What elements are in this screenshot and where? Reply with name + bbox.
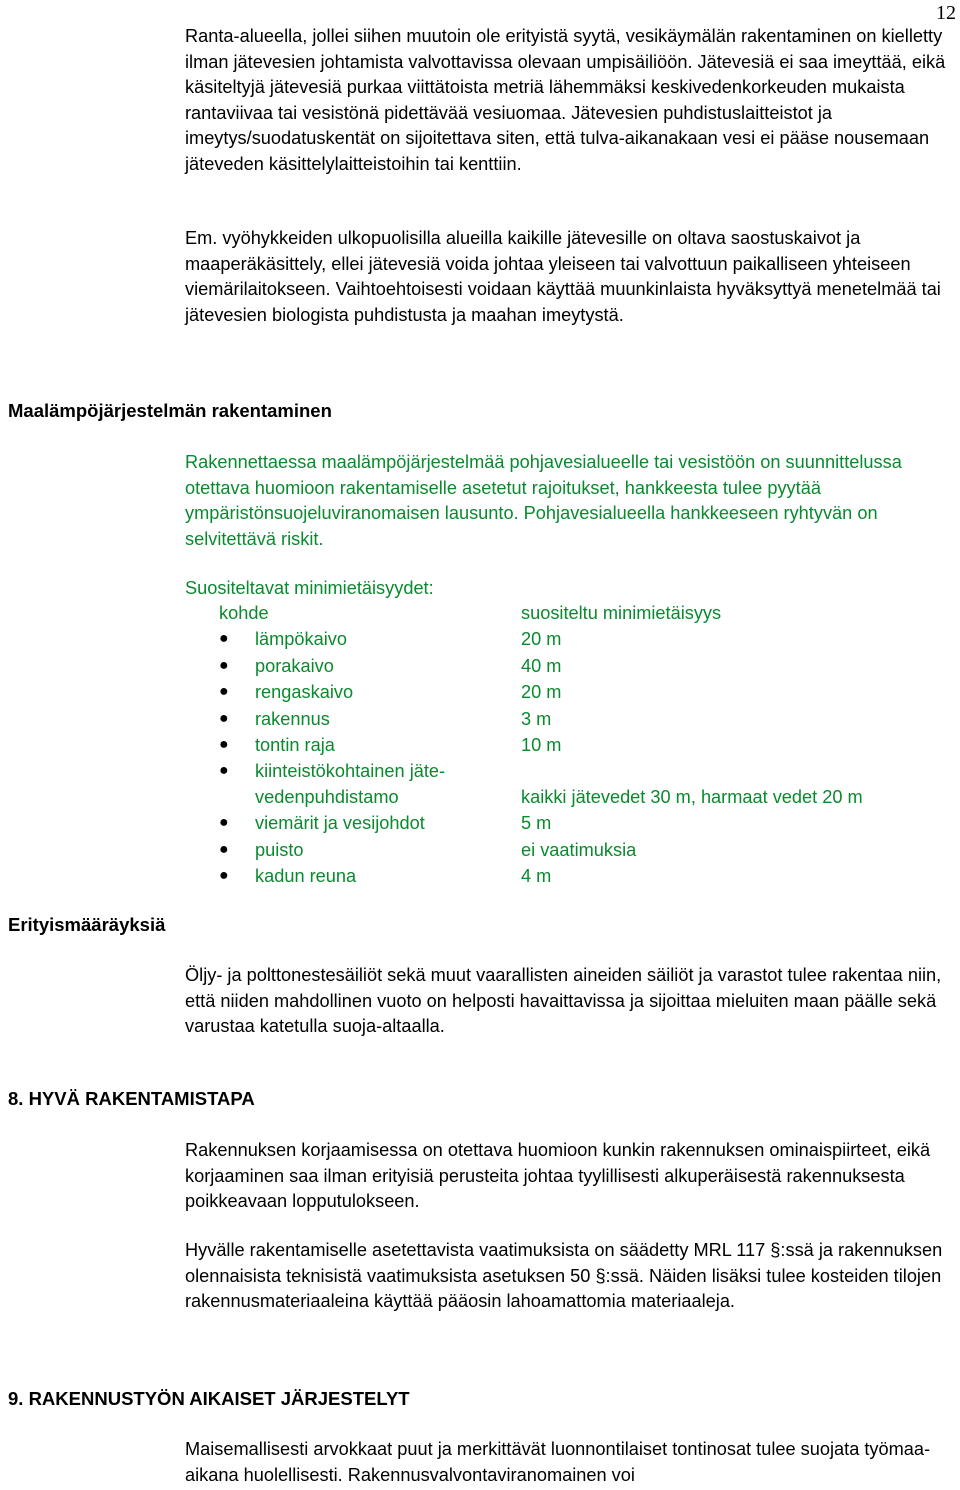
- item-value: 3 m: [521, 709, 552, 729]
- table-title: Suositeltavat minimietäisyydet:: [185, 578, 434, 598]
- paragraph-suojaus: Maisemallisesti arvokkaat puut ja merkittävät luonnontilaiset tontinosat tulee suojata työmaa-aikana huolellisesti. Rakennusvalvontaviranomainen voi: [185, 1439, 931, 1485]
- item-name: puisto: [255, 840, 304, 860]
- heading-maalampo: Maalämpöjärjestelmän rakentaminen: [8, 400, 332, 421]
- page-number: 12: [936, 2, 956, 24]
- list-item: [185, 653, 955, 679]
- bullet-icon: ●: [219, 683, 229, 700]
- bullet-icon: ●: [219, 762, 229, 779]
- list-item: [185, 758, 955, 784]
- list-item: [185, 706, 955, 732]
- heading-section-8: 8. HYVÄ RAKENTAMISTAPA: [8, 1088, 255, 1109]
- list-item: [185, 626, 955, 652]
- item-value: 40 m: [521, 656, 562, 676]
- bullet-icon: ●: [219, 841, 229, 858]
- item-name: lämpökaivo: [255, 629, 347, 649]
- item-value: 20 m: [521, 682, 562, 702]
- column-header-kohde: kohde: [219, 603, 269, 623]
- item-name: rengaskaivo: [255, 682, 354, 702]
- table-header-row: [185, 600, 955, 626]
- paragraph-korjaaminen: Rakennuksen korjaamisessa on otettava huomioon kunkin rakennuksen ominaispiirteet, eikä korjaaminen saa ilman erityisiä perusteita johtaa tyylillisesti alkuperäisestä rakennuksesta poikkeavaan lopputulokseen.: [185, 1140, 931, 1211]
- item-name: kadun reuna: [255, 866, 357, 886]
- item-value: 10 m: [521, 735, 562, 755]
- list-item: [185, 732, 955, 758]
- column-header-etaisyys: suositeltu minimietäisyys: [521, 603, 722, 623]
- bullet-icon: ●: [219, 867, 229, 884]
- bullet-icon: ●: [219, 657, 229, 674]
- paragraph-vyohykkeet: Em. vyöhykkeiden ulkopuolisilla alueilla kaikille jätevesille on oltava saostuskaivot ja maaperäkäsittely, ellei jätevesiä voida johtaa yleiseen tai valvottuun paikalliseen yhteiseen viemärilaitokseen. Vaihtoehtoisesti voidaan käyttää muunkinlaista hyväksyttyä menetelmää tai jätevesien biologista puhdistusta ja maahan imeytystä.: [185, 228, 941, 325]
- paragraph-maalampo: Rakennettaessa maalämpöjärjestelmää pohjavesialueelle tai vesistöön on suunnittelussa otettava huomioon rakentamiselle asetetut rajoitukset, hankkeesta tulee pyytää ympäristönsuojeluviranomaisen lausunto. Pohjavesialueella hankkeeseen ryhtyvän on selvitettävä riskit.: [185, 452, 902, 549]
- heading-erityismaaraykset: Erityismääräyksiä: [8, 914, 166, 935]
- item-value: 5 m: [521, 813, 552, 833]
- list-item: [185, 810, 955, 836]
- item-name: tontin raja: [255, 735, 335, 755]
- item-value: kaikki jätevedet 30 m, harmaat vedet 20 m: [521, 787, 863, 807]
- item-name-continuation: vedenpuhdistamo: [255, 787, 399, 807]
- item-value: 20 m: [521, 629, 562, 649]
- heading-section-9: 9. RAKENNUSTYÖN AIKAISET JÄRJESTELYT: [8, 1388, 410, 1409]
- paragraph-ranta-jatevedet: Ranta-alueella, jollei siihen muutoin ole erityistä syytä, vesikäymälän rakentaminen on kielletty ilman jätevesien johtamista valvottavissa olevaan umpisäiliöön. Jätevesiä ei saa imeyttää, eikä käsiteltyjä jätevesiä purkaa viittätoista metriä lähemmäksi keskivedenkorkeuden mukaista rantaviivaa tai vesistönä pidettävää vesiuomaa. Jätevesien puhdistuslaitteistot ja imeytys/suodatuskentät on sijoitettava siten, että tulva-aikanakaan vesi ei pääse nousemaan jäteveden käsittelylaitteistoihin tai kenttiin.: [185, 26, 946, 174]
- bullet-icon: ●: [219, 814, 229, 831]
- item-name: viemärit ja vesijohdot: [255, 813, 425, 833]
- table-title-row: [185, 575, 955, 601]
- bullet-icon: ●: [219, 736, 229, 753]
- list-item: [185, 837, 955, 863]
- item-value: ei vaatimuksia: [521, 840, 637, 860]
- list-item: [185, 863, 955, 889]
- paragraph-vaatimukset: Hyvälle rakentamiselle asetettavista vaatimuksista on säädetty MRL 117 §:ssä ja rakennuksen olennaisista teknisistä vaatimuksista asetuksen 50 §:ssä. Näiden lisäksi tulee kosteiden tilojen rakennusmateriaaleina käyttää pääosin lahoamattomia materiaaleja.: [185, 1240, 943, 1311]
- bullet-icon: ●: [219, 710, 229, 727]
- item-name: porakaivo: [255, 656, 334, 676]
- bullet-icon: ●: [219, 630, 229, 647]
- list-item: [185, 679, 955, 705]
- item-name: kiinteistökohtainen jäte-: [255, 761, 446, 781]
- paragraph-oljysailiot: Öljy- ja polttonestesäiliöt sekä muut vaarallisten aineiden säiliöt ja varastot tulee rakentaa niin, että niiden mahdollinen vuoto on helposti havaittavissa ja sijoittaa mieluiten maan päälle sekä varustaa katetulla suoja-altaalla.: [185, 965, 942, 1036]
- item-name: rakennus: [255, 709, 330, 729]
- item-value: 4 m: [521, 866, 552, 886]
- list-item-continuation: [185, 784, 955, 810]
